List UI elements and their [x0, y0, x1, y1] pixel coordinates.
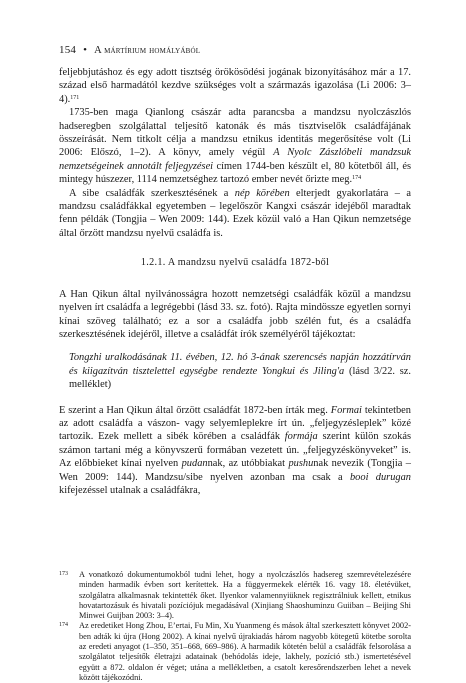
paragraph-3: A sibe családfák szerkesztésének a nép körében elterjedt gyakorlatára – a mandzsu családfákkal egyetemben – legelőször Kangxi császár idejéből maradtak fenn példák (Tongjia – Wen 2009: 144). Ezek közül való a Han Qikun nemzetsége által őrzött mandzsu nyelvű családfa is.	[59, 187, 411, 239]
footnote-number: 174	[59, 622, 68, 629]
footnote-173	[59, 570, 411, 621]
paragraph-2: 1735-ben maga Qianlong császár adta parancsba a mandzsu nyolczászlós hadseregben szolgálattal teljesítő katonák és más tisztviselők családfájának összeírását. Nem titkolt célja a mandzsu etnikus identitás megerősítése volt (Li 2006: Előszó, 1–2). A könyv, amely végül A Nyolc Zászlóbeli mandzsuk nemzetségeinek annotált feljegyzései címen 1744-ben készült el, 80 kötetből áll, és mintegy húszezer, 1114 nemzetséghez tartozó ember nevét őrizte meg.$^{174}$	[59, 107, 412, 186]
section-heading: 1.2.1. A mandzsu nyelvű családfa 1872-ből	[140, 257, 330, 269]
footnote-text: A vonatkozó dokumentumokból tudni lehet, hogy a nyolczászlós hadsereg szemrevételezésére minden harmadik évben sort kerítettek. Ha a függyermekek elérték 16. vagy 18. életévüket, szolgálatra alkalmasnak tekintették őket. Ilyenkor valamennyiüknek regisztrálniuk kellett, etnikus hovatartozásuk és hivatali pozíciójuk megadásával (Xinjiang Shaoshuminzu Guiiban – Beijing Shi Minwei Guijban 2003: 3–4).	[79, 570, 411, 621]
footnotes	[59, 570, 411, 683]
paragraph-1: feljebbjutáshoz és egy adott tisztség örökösödési jogának bizonyításához már a 17. század első harmadától kezdve szükséges volt a származás igazolása (Li 2006: 3–4).$^{171}$	[59, 67, 411, 105]
body-text	[59, 66, 411, 497]
footnote-ref-173: 171	[70, 94, 80, 101]
page-number: 154	[59, 44, 77, 56]
paragraph-5: E szerint a Han Qikun által őrzött családfát 1872-ben írták meg. Formai tekintetben az adott családfa a vászon- vagy selyemleplekre írt ún. „feljegyzésleplek” közé tartozik. Ezek mellett a sibék körében a családfák formája szerint külön szokás számon tartani még a könyvszerű formában vezetett ún. „feljegyzéskönyveket” is. Az előbbieket kínai nyelven pudannak, az utóbbiakat pushunak nevezik (Tongjia – Wen 2009: 144). Mandzsu/sibe nyelven azonban ma csak a booi durugan kifejezéssel utalnak a családfákra,	[59, 404, 412, 496]
quote-reference: (lásd 3/22. sz. melléklet)	[69, 365, 411, 391]
paragraph-4: A Han Qikun által nyilvánosságra hozott nemzetségi családfák közül a mandzsu nyelven írt családfa a legrégebbi (lásd 33. sz. fotó). Rajta mindössze egyetlen sornyi kínai szöveg található; ez a sor a családfa jobb szélén fut, és a családfa szerkesztésének idejéről, illetve a családfát írók személyéről tájékoztat:	[59, 288, 411, 340]
footnote-ref-174: 174	[352, 175, 362, 182]
running-title: A mártírium homályából	[94, 45, 201, 56]
book-title: A Nyolc Zászlóbeli mandzsuk nemzetségeinek annotált feljegyzései	[59, 147, 411, 172]
footnote-text: Az eredetiket Hong Zhou, E’ertai, Fu Min, Xu Yuanmeng és mások által szerkesztett könyvet 2002-ben adták ki újra (Hong 2002). A kínai nyelvű újrakiadás három nagyobb kötegetű kötetbe sorolta az eredeti anyagot (1–350, 351–668, 669–986). A harmadik kötetén belül a családfák felsorolása a szolgálatot teljesítők életrajzi adatainak (behódolás ideje, lakhely, pozíció stb.) ismertetésével együtt a 872. oldalon ér véget; utána a mellékletben, a csatolt keresőrendszerben lehet a nevek között tájékozódni.	[79, 621, 411, 682]
running-header	[59, 44, 200, 56]
quote-text: Tongzhi uralkodásának 11. évében, 12. hó 3-ának szerencsés napján hozzátírván és kiigazítván tisztelettel egységbe rendezte Yongkui és Jiling'a	[69, 352, 411, 377]
footnote-number: 173	[59, 571, 68, 577]
block-quote	[69, 351, 411, 391]
footnote-174	[59, 621, 411, 683]
header-separator: •	[83, 44, 88, 56]
